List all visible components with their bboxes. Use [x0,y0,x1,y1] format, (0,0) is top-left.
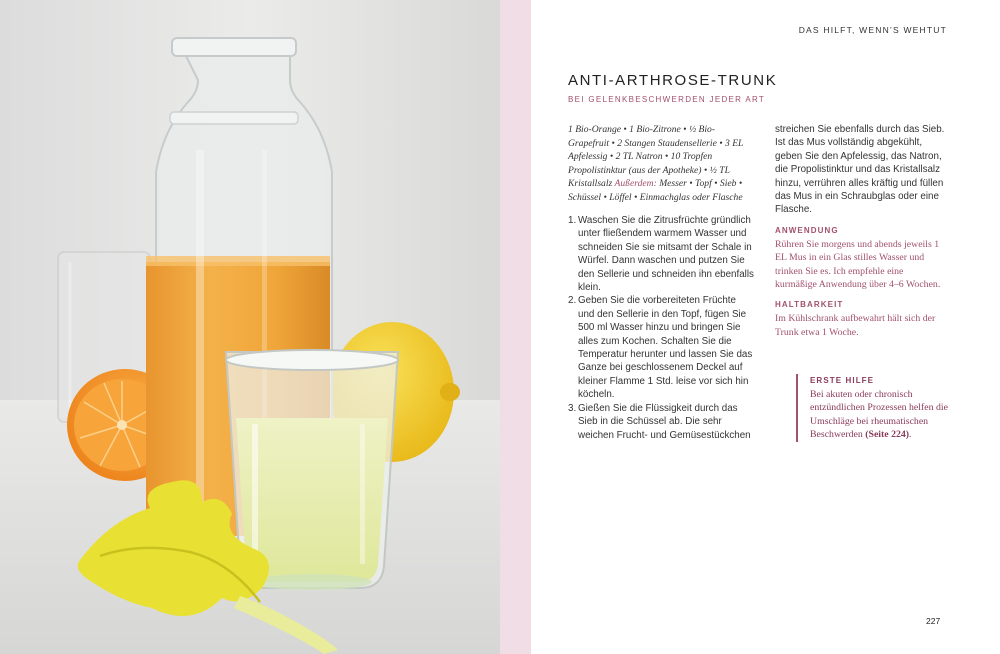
first-aid-body: Bei akuten oder chronisch entzündlichen Prozessen helfen die Umschläge bei rheumatischen Beschwerden [810,389,948,441]
first-aid-tip-box [796,374,960,442]
page-number: 227 [926,616,941,626]
ingredients-main: 1 Bio-Orange • 1 Bio-Zitrone • ½ Bio-Grapefruit • 2 Stangen Staudensellerie • 3 EL Apfelessig • 2 TL Natron • 10 Tropfen Propolistinktur (aus der Apotheke) • ½ TL Kristallsalz [568,124,744,189]
haltbarkeit-heading: HALTBARKEIT [775,300,844,310]
first-aid-text [810,388,960,442]
page-edge-band [500,0,531,654]
recipe-subtitle: BEI GELENKBESCHWERDEN JEDER ART [568,95,766,104]
ingredients-extra: Messer • Topf • Sieb • Schüssel • Löffel • Einmachglas oder Flasche [568,178,743,203]
running-head: DAS HILFT, WENN’S WEHTUT [798,25,947,35]
step-number: 3. [568,402,577,414]
step-continuation: streichen Sie ebenfalls durch das Sieb. Ist das Mus vollständig abgekühlt, geben Sie den Apfelessig, das Natron, die Propolistinktur und das Kristallsalz hinzu, verrühren alles kräftig und füllen das Mus in ein Schraubglas oder eine Flasche. [775,124,945,216]
anwendung-text: Rühren Sie morgens und abends jeweils 1 EL Mus in ein Glas stilles Wasser und trinken Sie es. Ich empfehle eine kurmäßige Anwendung über 4–6 Wochen. [775,238,941,291]
step-text: Waschen Sie die Zitrusfrüchte gründlich unter fließendem warmem Wasser und schneiden Sie sie mitsamt der Schale in Würfel. Dann waschen und putzen Sie den Sellerie und schneiden ihn ebenfalls klein. [578,215,754,294]
first-aid-end: . [909,429,912,441]
step-text: Geben Sie die vorbereiteten Früchte und den Sellerie in den Topf, fügen Sie 500 ml Wasser hinzu und bringen Sie alles zum Kochen. Schalten Sie die Temperatur herunter und lassen Sie das Ganze bei geschlossenem Deckel auf kleiner Flamme 1 Std. leise vor sich hin köcheln. [578,295,753,401]
step-text: Gießen Sie die Flüssigkeit durch das Sieb in die Schüssel ab. Die sehr weichen Frucht- und Gemüsestückchen [578,402,751,441]
first-aid-heading: ERSTE HILFE [810,376,875,385]
second-column [775,123,947,339]
step-item [568,402,754,442]
haltbarkeit-text: Im Kühlschrank aufbewahrt hält sich der Trunk etwa 1 Woche. [775,313,936,338]
step-number: 2. [568,295,577,307]
anwendung-heading: ANWENDUNG [775,225,839,235]
instruction-steps [568,214,754,442]
ingredients-extra-label: Außerdem: [614,178,657,189]
page-reference: (Seite 224) [865,429,910,441]
recipe-title: ANTI-ARTHROSE-TRUNK [568,72,778,89]
step-item [568,214,754,294]
step-number: 1. [568,215,577,226]
step-item [568,294,754,401]
ingredients-list [568,123,750,204]
